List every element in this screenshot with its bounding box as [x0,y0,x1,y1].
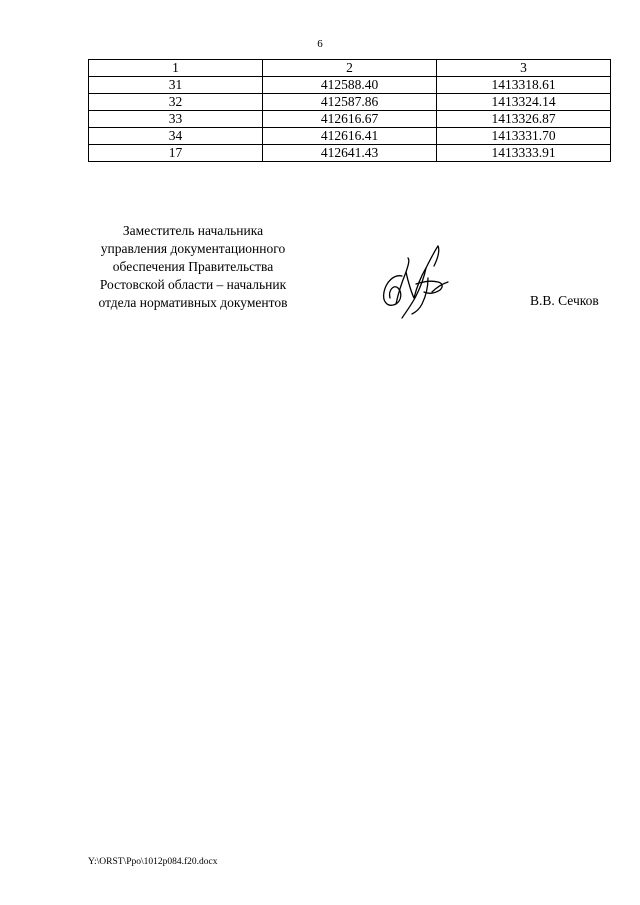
handwritten-signature [372,238,462,328]
signatory-name: В.В. Сечков [530,293,599,308]
table-row [89,77,611,94]
table-row [89,94,611,111]
point-number-cell: 33 [89,111,263,128]
x-coordinate-cell: 412588.40 [263,77,437,94]
page-number: 6 [317,38,323,50]
column-header: 2 [263,60,437,77]
point-number-cell: 17 [89,145,263,162]
x-coordinate-cell: 412587.86 [263,94,437,111]
point-number-cell: 31 [89,77,263,94]
y-coordinate-cell: 1413324.14 [437,94,611,111]
point-number-cell: 32 [89,94,263,111]
table-row [89,128,611,145]
table-row [89,145,611,162]
column-header: 3 [437,60,611,77]
footer-file-path: Y:\ORST\Ppo\1012p084.f20.docx [88,857,218,867]
y-coordinate-cell: 1413333.91 [437,145,611,162]
point-number-cell: 34 [89,128,263,145]
table-header-row [89,60,611,77]
x-coordinate-cell: 412641.43 [263,145,437,162]
coordinates-table [88,59,611,162]
table-row [89,111,611,128]
signatory-title-line: обеспечения Правительства [112,259,274,274]
signatory-title [80,222,306,312]
y-coordinate-cell: 1413318.61 [437,77,611,94]
signatory-title-line: Заместитель начальника [122,223,264,238]
signatory-title-line: Ростовской области – начальник [99,277,287,292]
x-coordinate-cell: 412616.67 [263,111,437,128]
signatory-title-line: отдела нормативных документов [98,295,288,310]
y-coordinate-cell: 1413326.87 [437,111,611,128]
x-coordinate-cell: 412616.41 [263,128,437,145]
y-coordinate-cell: 1413331.70 [437,128,611,145]
signatory-title-line: управления документационного [100,241,286,256]
column-header: 1 [89,60,263,77]
